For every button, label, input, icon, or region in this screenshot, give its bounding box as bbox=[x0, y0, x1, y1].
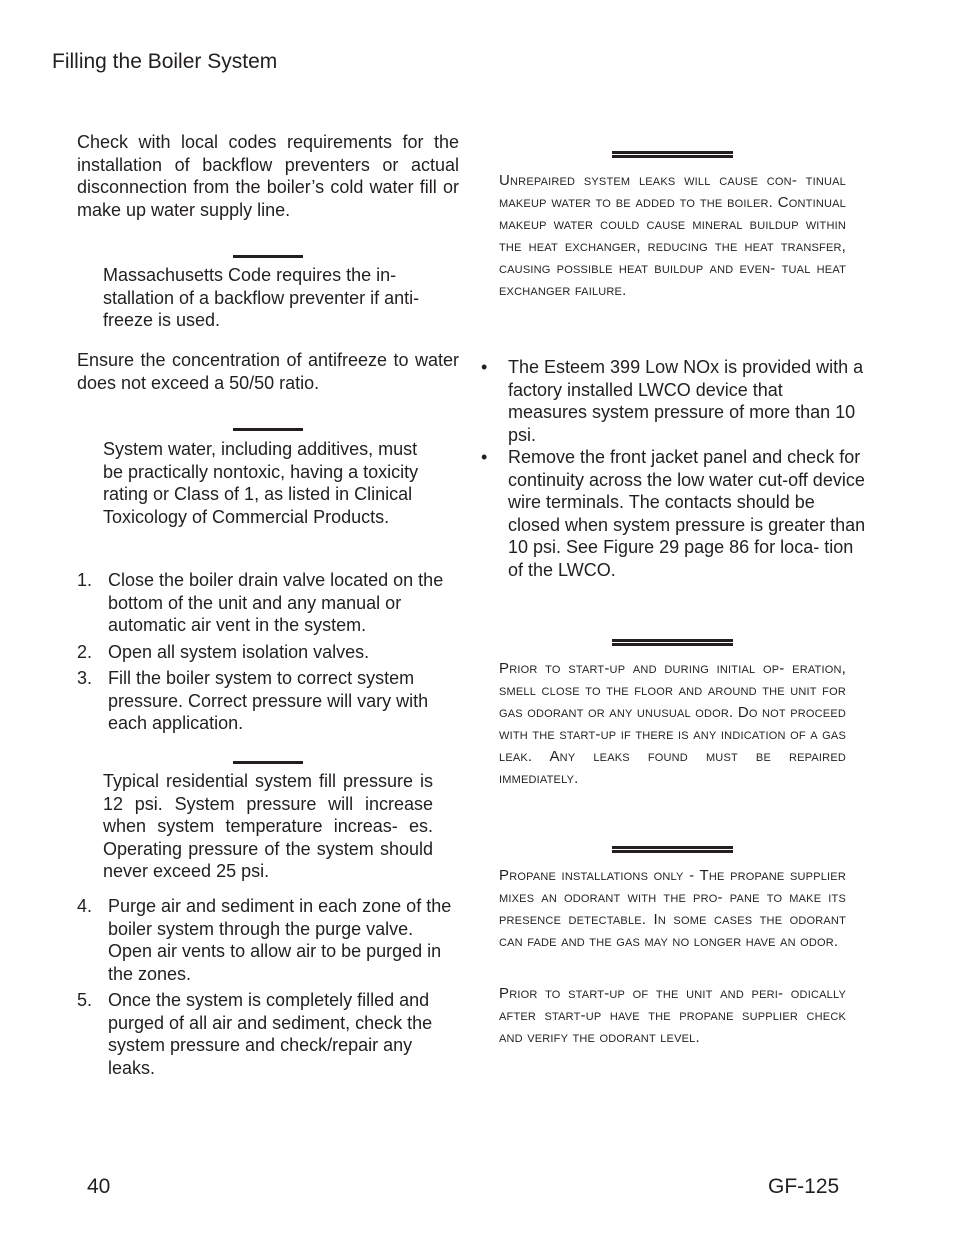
list-item: • The Esteem 399 Low NOx is provided with a factory installed LWCO device that measures system pressure of more than 10 psi. bbox=[481, 357, 864, 445]
backflow-intro: Check with local codes requirements for the installation of backflow preventers or actual disconnection from the boiler’s cold water fill or make up water supply line. bbox=[77, 132, 459, 220]
list-item: • Remove the front jacket panel and check for continuity across the low water cut-off device wire terminals. The contacts should be closed when system pressure is greater than 10 psi. See Figure 29 page 86 for loca- tion of the LWCO. bbox=[481, 447, 866, 580]
note-rule bbox=[233, 255, 303, 258]
warning-rule bbox=[612, 639, 733, 646]
document-code: GF-125 bbox=[768, 1175, 840, 1198]
warning-propane: Propane installations only - The propane supplier mixes an odorant with the pro- pane to make its presence detectable. In some cases the odorant can fade and the gas may no longer have an odor. bbox=[499, 867, 846, 950]
fill-pressure-note: Typical residential system fill pressure is 12 psi. System pressure will increase when system temperature increas- es. Operating pressure of the system should never exceed 25 psi. bbox=[103, 771, 433, 881]
list-item: 3. Fill the boiler system to correct system pressure. Correct pressure will vary with each application. bbox=[77, 668, 429, 733]
purge-steps-list bbox=[77, 895, 461, 1079]
massachusetts-note: Massachusetts Code requires the in- stallation of a backflow preventer if anti- freeze is used. bbox=[103, 265, 420, 330]
page-number: 40 bbox=[87, 1175, 111, 1198]
lwco-bullets bbox=[481, 356, 866, 581]
warning-gas-odor: Prior to start-up and during initial op- eration, smell close to the floor and around the unit for gas odorant or any unusual odor. Do not proceed with the start-up if there is any indication of a gas leak. Any leaks found must be repaired immediately. bbox=[499, 660, 846, 787]
warning-propane-check: Prior to start-up of the unit and peri- odically after start-up have the propane supplier check and verify the odorant level. bbox=[499, 985, 846, 1046]
antifreeze-paragraph: Ensure the concentration of antifreeze to water does not exceed a 50/50 ratio. bbox=[77, 350, 459, 393]
list-item: 1. Close the boiler drain valve located on the bottom of the unit and any manual or automatic air vent in the system. bbox=[77, 570, 444, 635]
list-item: 5. Once the system is completely filled and purged of all air and sediment, check the system pressure and check/repair any leaks. bbox=[77, 990, 433, 1078]
toxicity-note: System water, including additives, must be practically nontoxic, having a toxicity rating or Class of 1, as listed in Clinical Toxicology of Commercial Products. bbox=[103, 439, 419, 527]
list-item: 4. Purge air and sediment in each zone of the boiler system through the purge valve. Open air vents to allow air to be purged in the zones. bbox=[77, 896, 452, 984]
list-item: 2. Open all system isolation valves. bbox=[77, 641, 370, 662]
page-header: Filling the Boiler System bbox=[52, 50, 278, 73]
caution-rule bbox=[612, 151, 733, 158]
note-rule bbox=[233, 428, 303, 431]
caution-leaks: Unrepaired system leaks will cause con- tinual makeup water to be added to the boiler. Continual makeup water could cause mineral buildup within the heat exchanger, reducing the heat transfer, causing possible heat buildup and even- tual heat exchanger failure. bbox=[499, 172, 846, 299]
fill-steps-list bbox=[77, 569, 461, 735]
note-rule bbox=[233, 761, 303, 764]
warning-rule bbox=[612, 846, 733, 853]
